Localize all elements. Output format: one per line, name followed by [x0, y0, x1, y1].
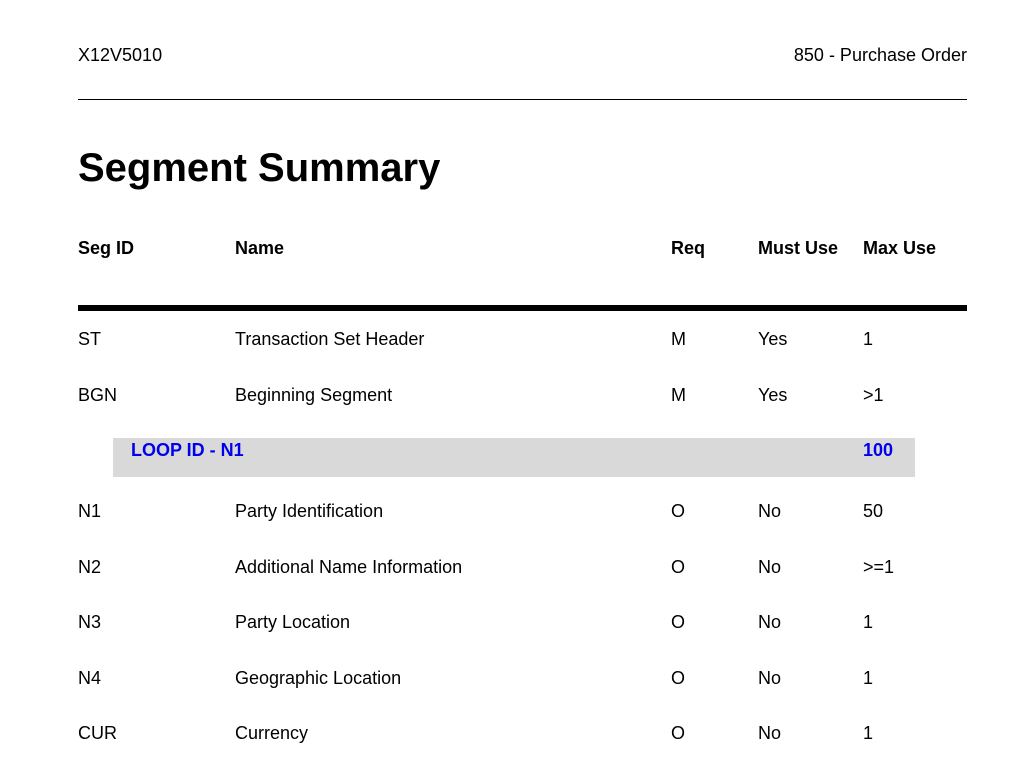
seg-id-cell: BGN — [78, 385, 118, 405]
req-cell: O — [671, 612, 686, 632]
max-use-cell: 1 — [863, 329, 874, 349]
req-cell: O — [671, 557, 686, 577]
seg-name-cell: Transaction Set Header — [235, 329, 425, 349]
req-cell: M — [671, 329, 686, 349]
max-use-cell: >1 — [863, 385, 884, 405]
must-use-cell: Yes — [758, 329, 788, 349]
seg-name-cell: Currency — [235, 723, 309, 743]
loop-max-use: 100 — [863, 440, 894, 460]
req-cell: O — [671, 501, 686, 521]
must-use-cell: No — [758, 501, 782, 521]
must-use-cell: No — [758, 723, 782, 743]
seg-id-cell: N1 — [78, 501, 102, 521]
must-use-cell: No — [758, 668, 782, 688]
max-use-cell: 50 — [863, 501, 884, 521]
column-header-must-use: Must Use — [758, 238, 839, 258]
column-header-max-use: Max Use — [863, 238, 937, 258]
seg-id-cell: N2 — [78, 557, 102, 577]
table-row — [0, 384, 1017, 408]
req-cell: O — [671, 723, 686, 743]
table-row — [0, 722, 1017, 746]
table-row — [0, 500, 1017, 524]
max-use-cell: >=1 — [863, 557, 895, 577]
seg-id-cell: ST — [78, 329, 102, 349]
seg-name-cell: Party Identification — [235, 501, 384, 521]
req-cell: M — [671, 385, 686, 405]
loop-id-label: LOOP ID - N1 — [131, 440, 244, 460]
seg-name-cell: Geographic Location — [235, 668, 402, 688]
seg-id-cell: N4 — [78, 668, 102, 688]
table-header-divider — [78, 305, 967, 311]
seg-id-cell: N3 — [78, 612, 102, 632]
must-use-cell: No — [758, 557, 782, 577]
table-row — [0, 328, 1017, 352]
standard-version: X12V5010 — [78, 45, 163, 65]
req-cell: O — [671, 668, 686, 688]
header-divider — [78, 99, 967, 100]
must-use-cell: No — [758, 612, 782, 632]
seg-name-cell: Beginning Segment — [235, 385, 393, 405]
column-header-name: Name — [235, 238, 285, 258]
column-header-seg-id: Seg ID — [78, 238, 135, 258]
table-row — [0, 667, 1017, 691]
seg-name-cell: Additional Name Information — [235, 557, 463, 577]
max-use-cell: 1 — [863, 723, 874, 743]
loop-header — [113, 438, 915, 477]
column-header-req: Req — [671, 238, 706, 258]
transaction-set-name: 850 - Purchase Order — [793, 45, 967, 65]
max-use-cell: 1 — [863, 612, 874, 632]
page-title: Segment Summary — [78, 146, 441, 190]
seg-id-cell: CUR — [78, 723, 117, 743]
max-use-cell: 1 — [863, 668, 874, 688]
table-row — [0, 556, 1017, 580]
must-use-cell: Yes — [758, 385, 788, 405]
table-row — [0, 611, 1017, 635]
seg-name-cell: Party Location — [235, 612, 351, 632]
